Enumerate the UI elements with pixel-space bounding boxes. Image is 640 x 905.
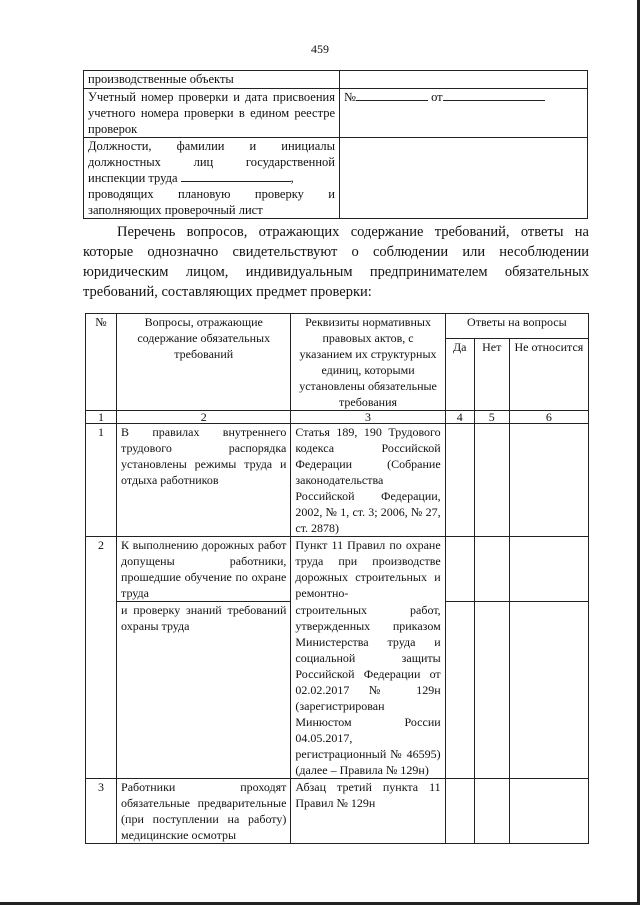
inspectors-label-text-b: проводящих плановую проверку и заполняющих проверочный лист xyxy=(88,187,335,217)
requisites-text: строительных работ, утвержденных приказом Министерства труда и социальной защиты Российской Федерации от 02.02.2017 № 129н (зарегистрирован Минюстом России 04.05.2017, регистрационный № 46595) (далее – Правила № 129н) xyxy=(291,602,445,779)
requisites-text: Абзац третий пункта 11 Правил № 129н xyxy=(291,778,445,843)
industrial-objects-cell: производственные объекты xyxy=(84,71,340,89)
answer-no-cell[interactable] xyxy=(474,424,509,537)
header-answers: Ответы на вопросы xyxy=(445,314,588,339)
header-requisites: Реквизиты нормативных правовых актов, с указанием их структурных единиц, которыми установлены обязательные требования xyxy=(291,314,445,411)
header-no-answer: Нет xyxy=(474,339,509,411)
question-text: В правилах внутреннего трудового распорядка установлены режимы труда и отдыха работников xyxy=(117,424,291,537)
registration-number-value xyxy=(340,89,588,138)
requisites-text: Статья 189, 190 Трудового кодекса Российской Федерации (Собрание законодательства Российской Федерации, 2002, № 1, ст. 3; 2006, № 27, ст. 2878) xyxy=(291,424,445,537)
column-number: 4 xyxy=(445,411,474,424)
inspection-info-table xyxy=(83,70,588,219)
table-row xyxy=(86,537,589,602)
header-question: Вопросы, отражающие содержание обязательных требований xyxy=(117,314,291,411)
header-number: № xyxy=(86,314,117,411)
answer-no-cell[interactable] xyxy=(474,537,509,602)
table-row xyxy=(86,778,589,843)
table-row xyxy=(86,602,589,779)
requisites-text: Пункт 11 Правил по охране труда при производстве дорожных строительных и ремонтно- xyxy=(291,537,445,602)
column-number: 2 xyxy=(117,411,291,424)
column-number: 3 xyxy=(291,411,445,424)
page-number: 459 xyxy=(311,42,329,56)
inspectors-value xyxy=(340,138,588,219)
row-number: 2 xyxy=(86,537,117,779)
table-row xyxy=(86,424,589,537)
answer-yes-cell[interactable] xyxy=(445,778,474,843)
answer-yes-cell[interactable] xyxy=(445,424,474,537)
from-label: от xyxy=(431,90,443,104)
comma: , xyxy=(290,171,294,185)
column-number: 6 xyxy=(509,411,588,424)
inspectors-label-text-a: Должности, фамилии и инициалы должностных лиц государственной инспекции труда , xyxy=(88,139,335,185)
industrial-objects-value xyxy=(340,71,588,89)
answer-na-cell[interactable] xyxy=(509,424,588,537)
answer-no-cell[interactable] xyxy=(474,778,509,843)
answer-yes-cell[interactable] xyxy=(445,537,474,602)
header-not-applicable: Не относится xyxy=(509,339,588,411)
column-number: 5 xyxy=(474,411,509,424)
number-sign: № xyxy=(344,90,356,104)
intro-paragraph: Перечень вопросов, отражающих содержание требований, ответы на которые однозначно свидетельствуют о соблюдении или несоблюдении юридическим лицом, индивидуальным предпринимателем обязательных требований, составляющих предмет проверки: xyxy=(83,224,589,300)
question-text: и проверку знаний требований охраны труда xyxy=(117,602,291,779)
registration-number-line xyxy=(356,89,428,101)
answer-na-cell[interactable] xyxy=(509,537,588,602)
header-yes: Да xyxy=(445,339,474,411)
question-text: Работники проходят обязательные предварительные (при поступлении на работу) медицинские осмотры xyxy=(117,778,291,843)
inspection-line xyxy=(181,170,291,182)
row-number: 1 xyxy=(86,424,117,537)
question-text: К выполнению дорожных работ допущены работники, прошедшие обучение по охране труда xyxy=(117,537,291,602)
answer-na-cell[interactable] xyxy=(509,778,588,843)
column-number: 1 xyxy=(86,411,117,424)
inspectors-label xyxy=(84,138,340,219)
registration-date-line xyxy=(443,89,545,101)
checklist-table xyxy=(85,313,589,844)
answer-no-cell[interactable] xyxy=(474,602,509,779)
answer-yes-cell[interactable] xyxy=(445,602,474,779)
answer-na-cell[interactable] xyxy=(509,602,588,779)
row-number: 3 xyxy=(86,778,117,843)
registration-number-label: Учетный номер проверки и дата присвоения учетного номера проверки в едином реестре проверок xyxy=(84,89,340,138)
